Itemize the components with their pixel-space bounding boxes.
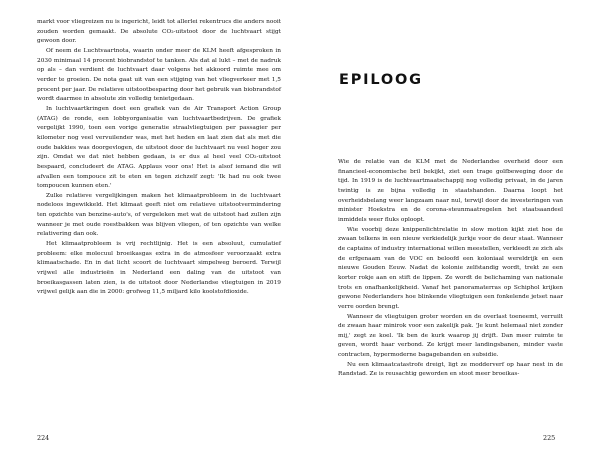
left-page-number: 224 <box>37 434 50 442</box>
right-text-column <box>338 158 563 380</box>
right-paragraph-2: Wie voorbij deze knippenlichtrelatie in slow motion kijkt ziet hoe de zwaan telkens in een nieuw verkiedelijk jurkje voor de deur staat. Wanneer de captains of industry international willen meestellen, verkleedt ze zich als de erfgenaam van de VOC en beloofd een koloniaal wereldrijk en een nieuwe Gouden Eeuw. Nadat de kolonie zelfstandig wordt, trekt ze een korter rokje aan en stift de lippen. Ze wordt de belichaming van nationale trots en onafhankelijkheid. Vanaf het panoramaterras op Schiphol krijken gewone Nederlanders hoe blinkende vliegtuigen een fonkelende jetset naar verre oorden brengt. <box>338 226 563 310</box>
left-paragraph-4: Zulke relatieve vergelijkingen maken het klimaatprobleem in de luchtvaart nodeloos ingewikkeld. Het klimaat geeft niet om relatieve uitstootvermindering ten opzichte van benzine-auto's, of vergeleken met wat de uitstoot had zullen zijn wanneer je met oude roestbakken was blijven vliegen, of ten opzichte van welke relativering dan ook. <box>37 192 281 238</box>
left-text-column <box>37 18 281 298</box>
right-paragraph-1: Wie de relatie van de KLM met de Nederlandse overheid door een financieel-economische bril bekijkt, ziet een trage golfbeweging door de tijd. In 1919 is de luchtvaartmaatschappij nog volledig privaat, in de jaren twintig is ze bijna volledig in staatshanden. Daarna loopt het overheidsbelang weer langzaam naar nul, terwijl door de investeringen van minister Hoekstra en de corona-steunmaatregelen het staatsaandeel inmiddels weer fluks oploopt. <box>338 159 563 223</box>
left-paragraph-5: Het klimaatprobleem is vrij rechtlijnig. Het is een absoluut, cumulatief probleem: elke molecuul broeikasgas extra in de atmosfeer veroorzaakt extra klimaatschade. En in dat licht scoort de luchtvaart simpelweg beroerd. Terwijl vrijwel alle industrieën in Nederland een daling van de uitstoot van broeikasgassen laten zien, is de uitstoot door Nederlandse vliegtuigen in 2019 vrijwel gelijk aan die in 2000: grofweg 11,5 miljard kilo koolstofdioxide. <box>37 241 281 296</box>
left-paragraph-3: In luchtvaartkringen doet een grafiek van de Air Transport Action Group (ATAG) de ronde, een lobbyorganisatie van luchtvaartbedrijven. De grafiek vergelijkt 1990, toen een vorige generatie straalvliegtuigen per passagier per kilometer nog veel vervuilender was, met het heden en laat zien dat als met die oude bakkies was doorgevlogen, de uitstoot door de luchtvaart nu veel hoger zou zijn. Omdat we dat niet hebben gedaan, is er dus al heel veel CO₂-uitstoot bespaard, concludeert de ATAG. Applaus voor ons! Het is alsof iemand die wil afvallen een tompouce zit te eten en tegen zichzelf zegt: 'Ik had nu ook twee tompoucen kunnen eten.' <box>37 105 281 190</box>
right-page-number: 225 <box>543 434 556 442</box>
right-paragraph-4: Nu een klimaatcatastrofe dreigt, ligt ze modderverf op haar nest in de Randstad. Ze is reusachtig geworden en stoot meer broeikas- <box>338 361 563 378</box>
left-paragraph-2: Of neem de Luchtvaartnota, waarin onder meer de KLM heeft afgesproken in 2030 minimaal 14 procent biobrandstof te tanken. Als dat al lukt – met de nadruk op als – dan verdient de luchtvaart daar volgens het akkoord ruimte mee om verder te groeien. De nota gaat uit van een stijging van het vliegverkeer met 1,5 procent per jaar. De relatieve uitstootbesparing door het gebruik van biobrandstof wordt daarmee in absolute zin volledig tenietgedaan. <box>37 47 281 103</box>
chapter-heading: EPILOOG <box>339 72 423 88</box>
left-paragraph-1: markt voor vliegreizen nu is ingericht, leidt tot allerlei rekentrucs die anders nooit zouden worden gemaakt. De absolute CO₂-uitstoot door de luchtvaart stijgt gewoon door. <box>37 19 281 45</box>
right-paragraph-3: Wanneer de vliegtuigen groter worden en de overlast toeneemt, verruilt de zwaan haar minirok voor een zakelijk pak. 'Je kunt helemaal niet zonder mij,' zegt ze koel. 'Ik ben de kurk waarop jij drijft. Dan meer ruimte te geven, wordt haar verbond. Ze krijgt meer landingsbanen, minder vaste contracten, hypermoderne bagagebanden en subsidie. <box>338 313 563 359</box>
